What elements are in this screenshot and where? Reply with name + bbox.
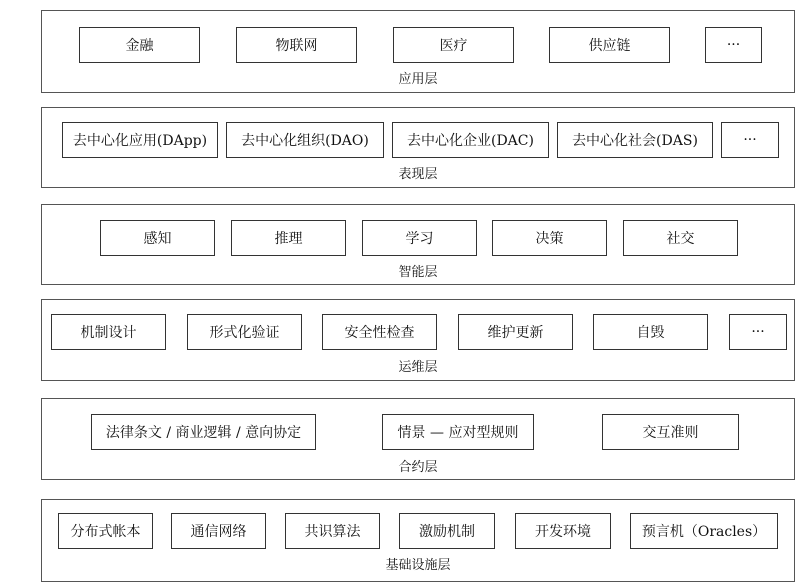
item-supply-chain: 供应链	[549, 27, 670, 63]
item-more: ···	[721, 122, 779, 158]
item-dev-environment: 开发环境	[515, 513, 611, 549]
item-dac: 去中心化企业(DAC)	[392, 122, 549, 158]
item-reasoning: 推理	[231, 220, 346, 256]
layer-label-contract: 合约层	[398, 460, 438, 475]
contract-layer	[41, 398, 795, 480]
layer-label-intelligence: 智能层	[398, 265, 438, 280]
item-oracles: 预言机（Oracles）	[630, 513, 778, 549]
item-learning: 学习	[362, 220, 477, 256]
intelligence-layer	[41, 204, 795, 285]
presentation-layer	[41, 107, 795, 188]
application-layer	[41, 10, 795, 93]
item-das: 去中心化社会(DAS)	[557, 122, 713, 158]
item-dapp: 去中心化应用(DApp)	[62, 122, 218, 158]
infrastructure-layer	[41, 499, 795, 582]
item-legal-business-intent: 法律条文 / 商业逻辑 / 意向协定	[91, 414, 316, 450]
item-decision: 决策	[492, 220, 607, 256]
item-perception: 感知	[100, 220, 215, 256]
item-maintenance-update: 维护更新	[458, 314, 573, 350]
layer-label-presentation: 表现层	[398, 167, 438, 182]
item-security-check: 安全性检查	[322, 314, 437, 350]
item-communication-network: 通信网络	[171, 513, 266, 549]
item-self-destruct: 自毁	[593, 314, 708, 350]
item-more: ···	[729, 314, 787, 350]
layer-label-operations: 运维层	[398, 360, 438, 375]
item-consensus-algorithm: 共识算法	[285, 513, 380, 549]
item-more: ···	[705, 27, 762, 63]
layer-label-application: 应用层	[398, 72, 438, 87]
item-interaction-rules: 交互准则	[602, 414, 739, 450]
item-mechanism-design: 机制设计	[51, 314, 166, 350]
item-dao: 去中心化组织(DAO)	[226, 122, 384, 158]
item-formal-verification: 形式化验证	[187, 314, 302, 350]
item-incentive-mechanism: 激励机制	[399, 513, 495, 549]
item-finance: 金融	[79, 27, 200, 63]
item-social: 社交	[623, 220, 738, 256]
item-iot: 物联网	[236, 27, 357, 63]
item-scenario-response-rules: 情景 — 应对型规则	[382, 414, 534, 450]
layer-label-infrastructure: 基础设施层	[385, 558, 451, 573]
item-medical: 医疗	[393, 27, 514, 63]
item-distributed-ledger: 分布式帐本	[58, 513, 153, 549]
operations-layer	[41, 299, 795, 381]
